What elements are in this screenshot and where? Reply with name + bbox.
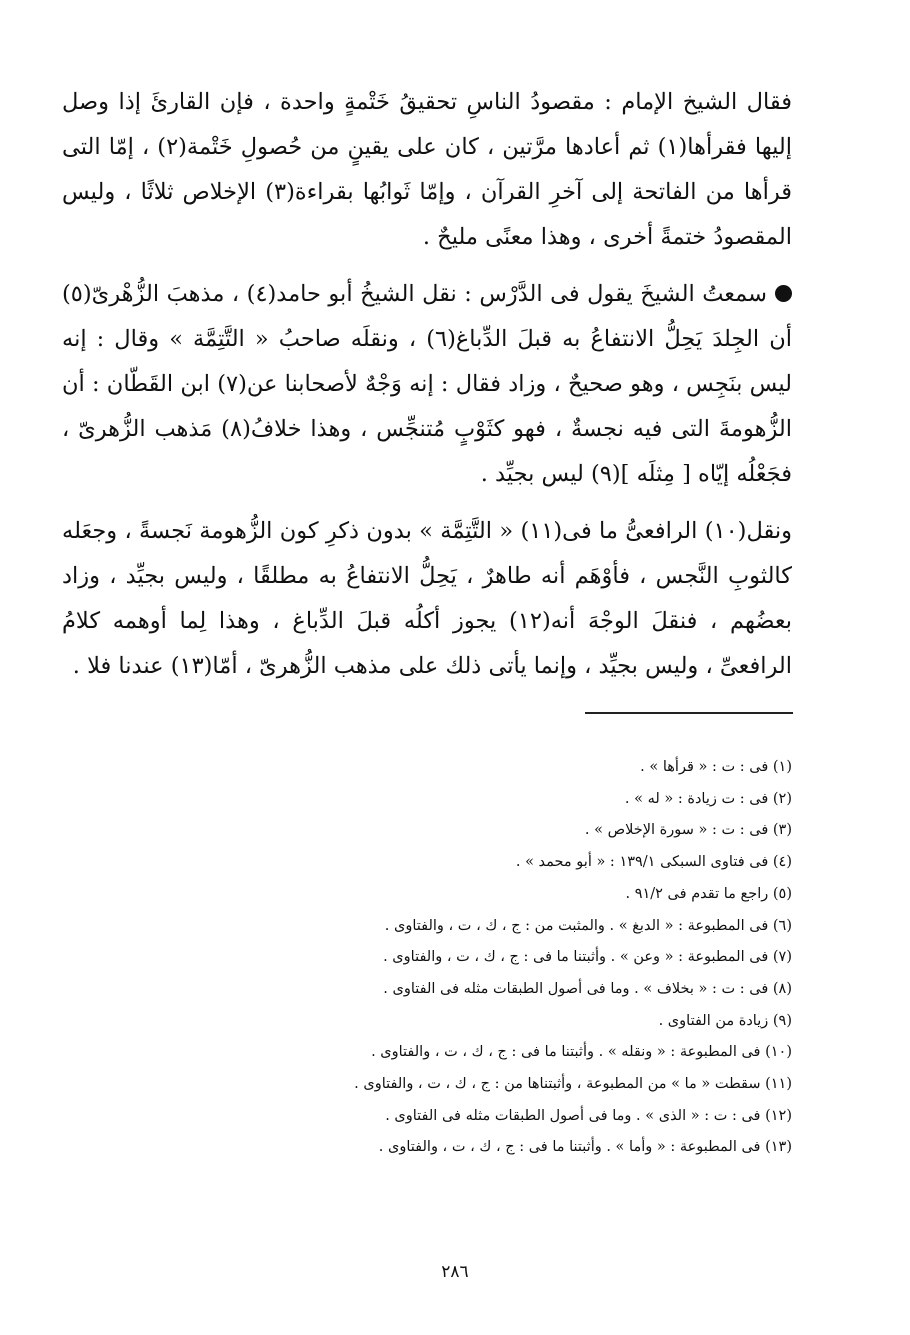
footnote-5: (٥) راجع ما تقدم فى ٩١/٢ . — [625, 885, 792, 902]
paragraph-2 — [62, 272, 792, 497]
paragraph-3: ونقل(١٠) الرافعىُّ ما فى(١١) « التَّتِمَّة » بدون ذكرِ كون الزُّهومة نَجسةً ، وجعَله كالثوبِ النَّجس ، فأوْهَم أنه طاهرٌ ، يَحِلُّ الانتفاعُ به مطلقًا ، وليس بجيِّد ، وزاد بعضُهم ، فنقلَ الوجْهَ أنه(١٢) يجوز أكلُه قبلَ الدِّباغ ، وهذا لِما أوهمه كلامُ الرافعىِّ ، وليس بجيِّد ، وإنما يأتى ذلك على مذهب الزُّهرىّ ، أمّا(١٣) عندنا فلا . — [62, 518, 792, 679]
footnote-8: (٨) فى : ت : « بخلاف » . وما فى أصول الطبقات مثله فى الفتاوى . — [383, 980, 792, 997]
main-text — [62, 80, 792, 703]
footnote-6: (٦) فى المطبوعة : « الدبغ » . والمثبت من : ج ، ك ، ت ، والفتاوى . — [384, 917, 792, 934]
page-number: ٢٨٦ — [441, 1262, 469, 1282]
footnote-2: (٢) فى : ت زيادة : « له » . — [624, 790, 792, 807]
footnote-11: (١١) سقطت « ما » من المطبوعة ، وأثبتناها من : ج ، ك ، ت ، والفتاوى . — [354, 1076, 792, 1093]
paragraph-2-text: سمعتُ الشيخَ يقول فى الدَّرْس : نقل الشيخُ أبو حامد(٤) ، مذهبَ الزُّهْرىّ(٥) أن الجِلدَ يَحِلُّ الانتفاعُ به قبلَ الدِّباغ(٦) ، ونقلَه صاحبُ « التَّتِمَّة » وقال : إنه ليس بنَجِس ، وهو صحيحٌ ، وزاد فقال : إنه وَجْهٌ لأصحابنا عن(٧) ابن القَطّان : أن الزُّهومةَ التى فيه نجسةٌ ، فهو كثَوْبٍ مُتنجِّس ، وهذا خلافُ(٨) مَذهب الزُّهرىّ ، فجَعْلُه إيّاه [ مِثلَه ](٩) ليس بجيِّد . — [62, 281, 792, 487]
footnotes-list — [152, 752, 792, 1164]
footnote-7: (٧) فى المطبوعة : « وعن » . وأثبتنا ما فى : ج ، ك ، ت ، والفتاوى . — [383, 949, 792, 966]
footnote-10: (١٠) فى المطبوعة : « ونقله » . وأثبتنا ما فى : ج ، ك ، ت ، والفتاوى . — [371, 1044, 792, 1061]
footnote-12: (١٢) فى : ت : « الذى » . وما فى أصول الطبقات مثله فى الفتاوى . — [385, 1107, 792, 1124]
footnote-3: (٣) فى : ت : « سورة الإخلاص » . — [584, 822, 792, 839]
footnote-4: (٤) فى فتاوى السبكى ١٣٩/١ : « أبو محمد » . — [515, 854, 792, 871]
footnote-9: (٩) زيادة من الفتاوى . — [658, 1012, 792, 1029]
paragraph-1: فقال الشيخ الإمام : مقصودُ الناسِ تحقيقُ خَتْمةٍ واحدة ، فإن القارئَ إذا وصل إليها فقرأها(١) ثم أعادها مرَّتين ، كان على يقينٍ من حُصولِ خَتْمة(٢) ، إمّا التى قرأها من الفاتحة إلى آخرِ القرآن ، وإمّا ثَوابُها بقراءة(٣) الإخلاص ثلاثًا ، وليس المقصودُ ختمةً أخرى ، وهذا معنًى مليحٌ . — [62, 89, 793, 250]
footnote-1: (١) فى : ت : « قرأها » . — [640, 759, 792, 775]
footnote-divider — [585, 712, 793, 714]
bullet-icon — [775, 285, 792, 302]
footnote-13: (١٣) فى المطبوعة : « وأما » . وأثبتنا ما فى : ج ، ك ، ت ، والفتاوى . — [378, 1139, 792, 1156]
